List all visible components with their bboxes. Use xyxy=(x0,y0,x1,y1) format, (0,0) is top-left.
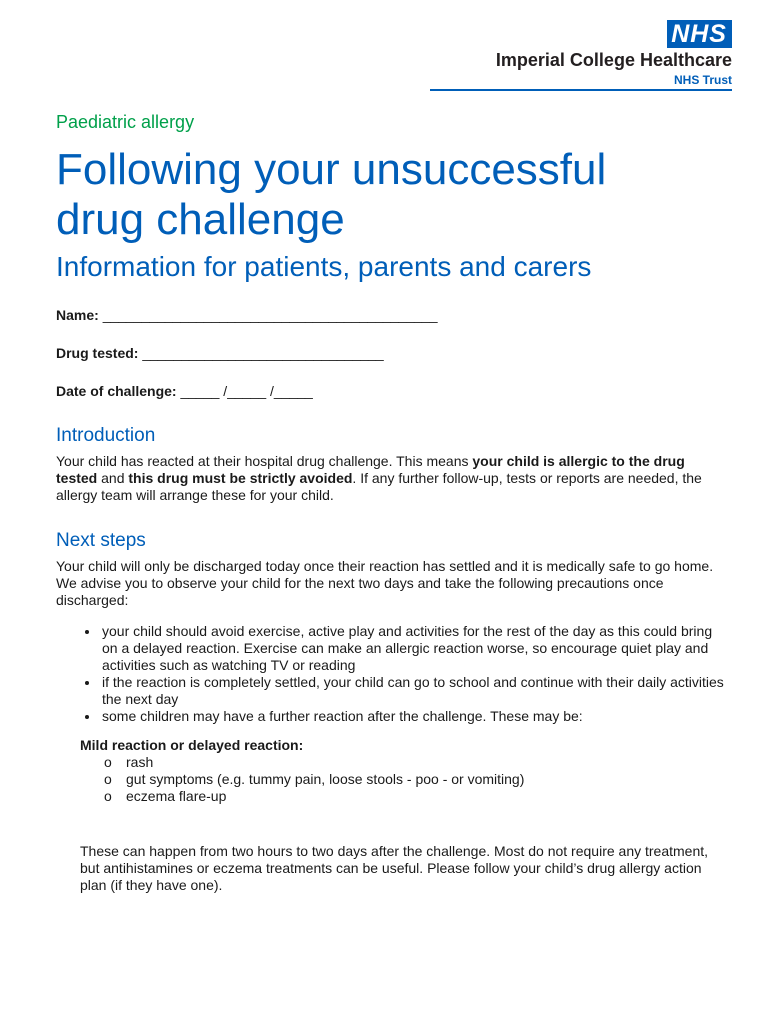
nhs-logo: NHS xyxy=(667,20,732,48)
circle-bullet-icon: o xyxy=(104,754,112,770)
date-of-challenge-field xyxy=(56,383,724,399)
name-blank: ___________________________________________ xyxy=(102,307,438,323)
precautions-list xyxy=(56,623,724,725)
introduction-heading: Introduction xyxy=(56,425,156,446)
mild-reaction-heading: Mild reaction or delayed reaction: xyxy=(80,737,304,753)
date-of-challenge-blank: _____ /_____ /_____ xyxy=(180,383,313,399)
drug-tested-blank: _______________________________ xyxy=(142,345,384,361)
next-steps-heading: Next steps xyxy=(56,530,146,551)
intro-text-part: . If any further follow-up, tests or reports are needed, the allergy team will arrange these for your child. xyxy=(56,470,702,503)
list-item-text: rash xyxy=(126,754,154,770)
title-line-2: drug challenge xyxy=(56,195,345,244)
date-of-challenge-label: Date of challenge: xyxy=(56,383,177,399)
closing-paragraph: These can happen from two hours to two days after the challenge. Most do not require any treatment, but antihistamines or eczema treatments can be useful. Please follow your child’s drug allergy action plan (if they have one). xyxy=(80,843,709,893)
name-label: Name: xyxy=(56,307,99,323)
category-label: Paediatric allergy xyxy=(56,112,195,132)
next-steps-intro: Your child will only be discharged today once their reaction has settled and it is medically safe to go home. We advise you to observe your child for the next two days and take the following precautions once discharged: xyxy=(56,558,714,608)
list-item: • some children may have a further reaction after the challenge. These may be: xyxy=(100,708,724,725)
mild-reaction-block xyxy=(80,737,724,805)
intro-text-part: and xyxy=(97,470,129,486)
title-line-1: Following your unsuccessful xyxy=(56,145,607,194)
page-title xyxy=(56,145,724,245)
name-field xyxy=(56,307,724,323)
list-item xyxy=(104,754,724,771)
document-body xyxy=(56,112,724,908)
drug-tested-label: Drug tested: xyxy=(56,345,139,361)
list-item: • your child should avoid exercise, active play and activities for the rest of the day as this could bring on a delayed reaction. Exercise can make an allergic reaction worse, so encourage quiet play and activities such as watching TV or reading xyxy=(100,623,724,674)
intro-text-part: Your child has reacted at their hospital drug challenge. This means xyxy=(56,453,473,469)
organisation-subtitle: NHS Trust xyxy=(673,73,732,87)
intro-bold-avoided: this drug must be strictly avoided xyxy=(128,470,353,486)
circle-bullet-icon: o xyxy=(104,771,112,787)
mild-reaction-list xyxy=(80,754,724,805)
header-divider xyxy=(430,89,732,91)
list-item xyxy=(104,771,724,788)
circle-bullet-icon: o xyxy=(104,788,112,804)
list-item-text: eczema flare-up xyxy=(126,788,227,804)
intro-bold-allergic: your child is allergic to the drug tested xyxy=(56,453,685,486)
organisation-name: Imperial College Healthcare xyxy=(495,50,732,70)
introduction-text xyxy=(56,453,724,504)
page-subtitle: Information for patients, parents and carers xyxy=(56,251,592,282)
list-item xyxy=(104,788,724,805)
list-item: • if the reaction is completely settled, your child can go to school and continue with their daily activities the next day xyxy=(100,674,724,708)
drug-tested-field xyxy=(56,345,724,361)
list-item-text: gut symptoms (e.g. tummy pain, loose stools - poo - or vomiting) xyxy=(126,771,525,787)
